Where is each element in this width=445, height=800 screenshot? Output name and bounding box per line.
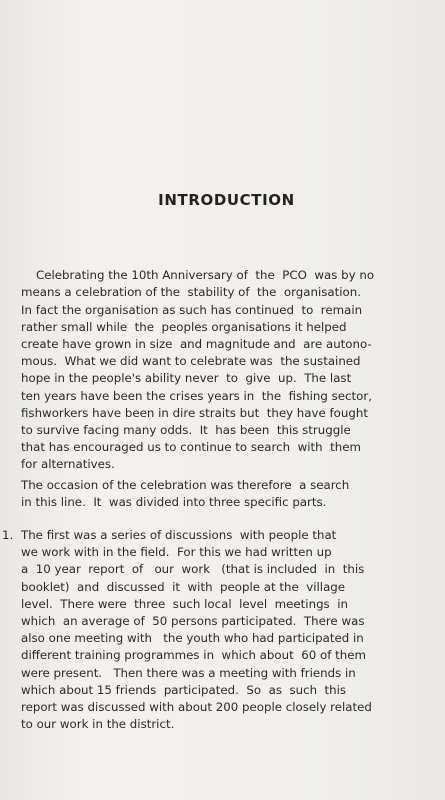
text-line: booklet) and discussed it with people at the village [21, 579, 346, 594]
text-line: also one meeting with the youth who had participated in [21, 631, 364, 646]
text-line: ten years have been the crises years in the fishing sector, [21, 388, 372, 403]
text-line: The occasion of the celebration was therefore a search [21, 478, 350, 492]
list-item-number: 1. [2, 528, 14, 542]
text-line: different training programmes in which about 60 of them [21, 648, 366, 663]
text-line: Celebrating the 10th Anniversary of the PCO was by no [36, 268, 375, 283]
text-line: The first was a series of discussions with people that [21, 528, 337, 542]
text-line: we work with in the field. For this we had written up [21, 545, 332, 560]
list-item-text [21, 527, 441, 733]
text-line: were present. Then there was a meeting with friends in [21, 665, 356, 680]
text-line: hope in the people's ability never to give up. The last [21, 371, 352, 386]
text-line: fishworkers have been in dire straits but they have fought [21, 405, 368, 420]
intro-paragraph [21, 250, 441, 474]
text-line: a 10 year report of our work (that is included in this [21, 562, 365, 577]
text-line: which about 15 friends participated. So as such this [21, 682, 347, 697]
text-line: to survive facing many odds. It has been this struggle [21, 423, 351, 438]
text-line: that has encouraged us to continue to search with them [21, 440, 361, 455]
occasion-paragraph [21, 477, 441, 511]
text-line: create have grown in size and magnitude and are autono- [21, 337, 372, 352]
text-line: report was discussed with about 200 people closely related [21, 700, 372, 715]
text-line: for alternatives. [21, 457, 115, 472]
text-line: In fact the organisation as such has continued to remain [21, 302, 363, 317]
page-title: INTRODUCTION [158, 191, 295, 209]
text-line: to our work in the district. [21, 717, 175, 732]
text-line: level. There were three such local level meetings in [21, 596, 348, 611]
text-line: rather small while the peoples organisations it helped [21, 319, 347, 334]
text-line: in this line. It was divided into three specific parts. [21, 495, 327, 510]
text-line: which an average of 50 persons participated. There was [21, 614, 365, 629]
text-line: mous. What we did want to celebrate was the sustained [21, 354, 361, 369]
text-line: means a celebration of the stability of the organisation. [21, 285, 361, 300]
